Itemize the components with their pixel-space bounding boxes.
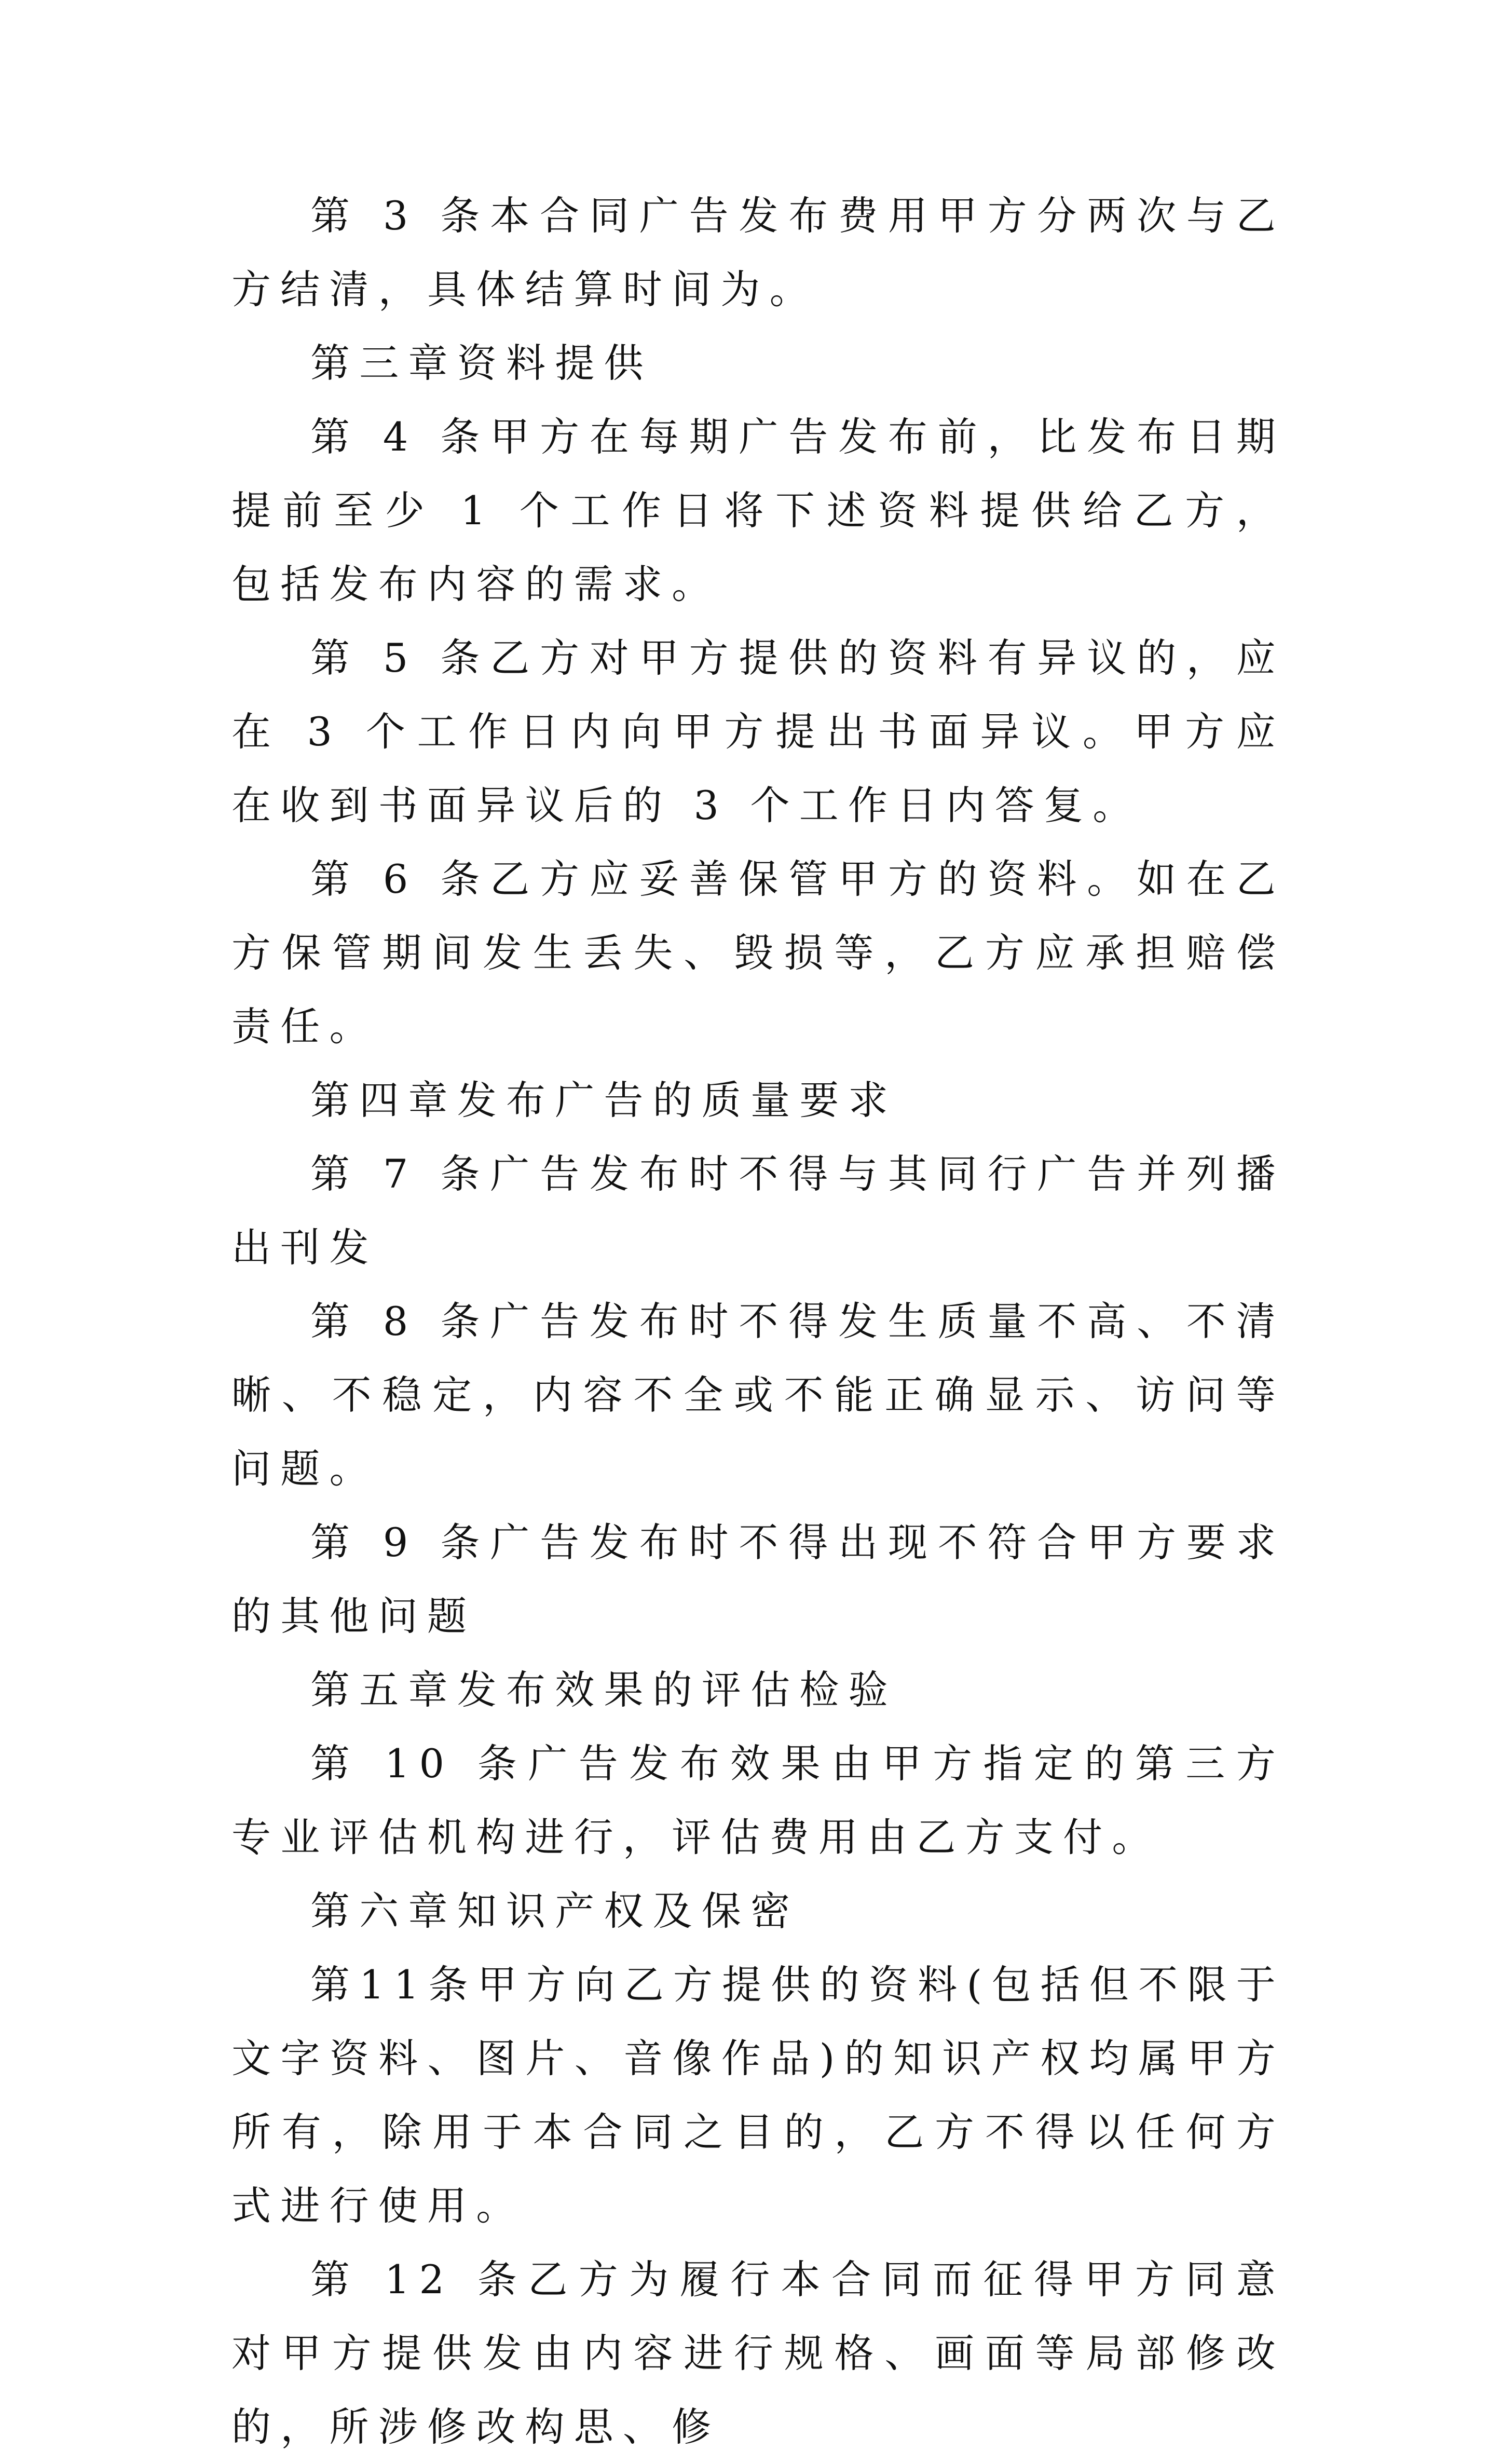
chapter-heading-3: 第三章资料提供	[310, 340, 653, 386]
chapter-heading-5: 第五章发布效果的评估检验	[310, 1667, 897, 1713]
document-body	[231, 179, 1285, 2464]
paragraph-article-5: 第 5 条乙方对甲方提供的资料有异议的，应在 3 个工作日内向甲方提出书面异议。甲方应在收到书面异议后的 3 个工作日内答复。	[231, 635, 1285, 828]
paragraph-article-4: 第 4 条甲方在每期广告发布前，比发布日期提前至少 1 个工作日将下述资料提供给乙方，包括发布内容的需求。	[231, 414, 1285, 607]
paragraph-article-11: 第11条甲方向乙方提供的资料(包括但不限于文字资料、图片、音像作品)的知识产权均属甲方所有，除用于本合同之目的，乙方不得以任何方式进行使用。	[231, 1962, 1285, 2229]
paragraph-article-10: 第 10 条广告发布效果由甲方指定的第三方专业评估机构进行，评估费用由乙方支付。	[231, 1740, 1285, 1860]
paragraph-article-12: 第 12 条乙方为履行本合同而征得甲方同意对甲方提供发由内容进行规格、画面等局部修改的，所涉修改构思、修	[231, 2256, 1285, 2450]
paragraph-article-7: 第 7 条广告发布时不得与其同行广告并列播出刊发	[231, 1151, 1285, 1271]
paragraph-article-6: 第 6 条乙方应妥善保管甲方的资料。如在乙方保管期间发生丢失、毁损等，乙方应承担赔偿责任。	[231, 856, 1285, 1050]
paragraph-article-3: 第 3 条本合同广告发布费用甲方分两次与乙方结清，具体结算时间为。	[231, 193, 1285, 312]
paragraph-article-8: 第 8 条广告发布时不得发生质量不高、不清晰、不稳定，内容不全或不能正确显示、访问等问题。	[231, 1298, 1285, 1492]
chapter-heading-6: 第六章知识产权及保密	[310, 1888, 800, 1934]
paragraph-article-9: 第 9 条广告发布时不得出现不符合甲方要求的其他问题	[231, 1519, 1285, 1639]
chapter-heading-4: 第四章发布广告的质量要求	[310, 1077, 897, 1123]
